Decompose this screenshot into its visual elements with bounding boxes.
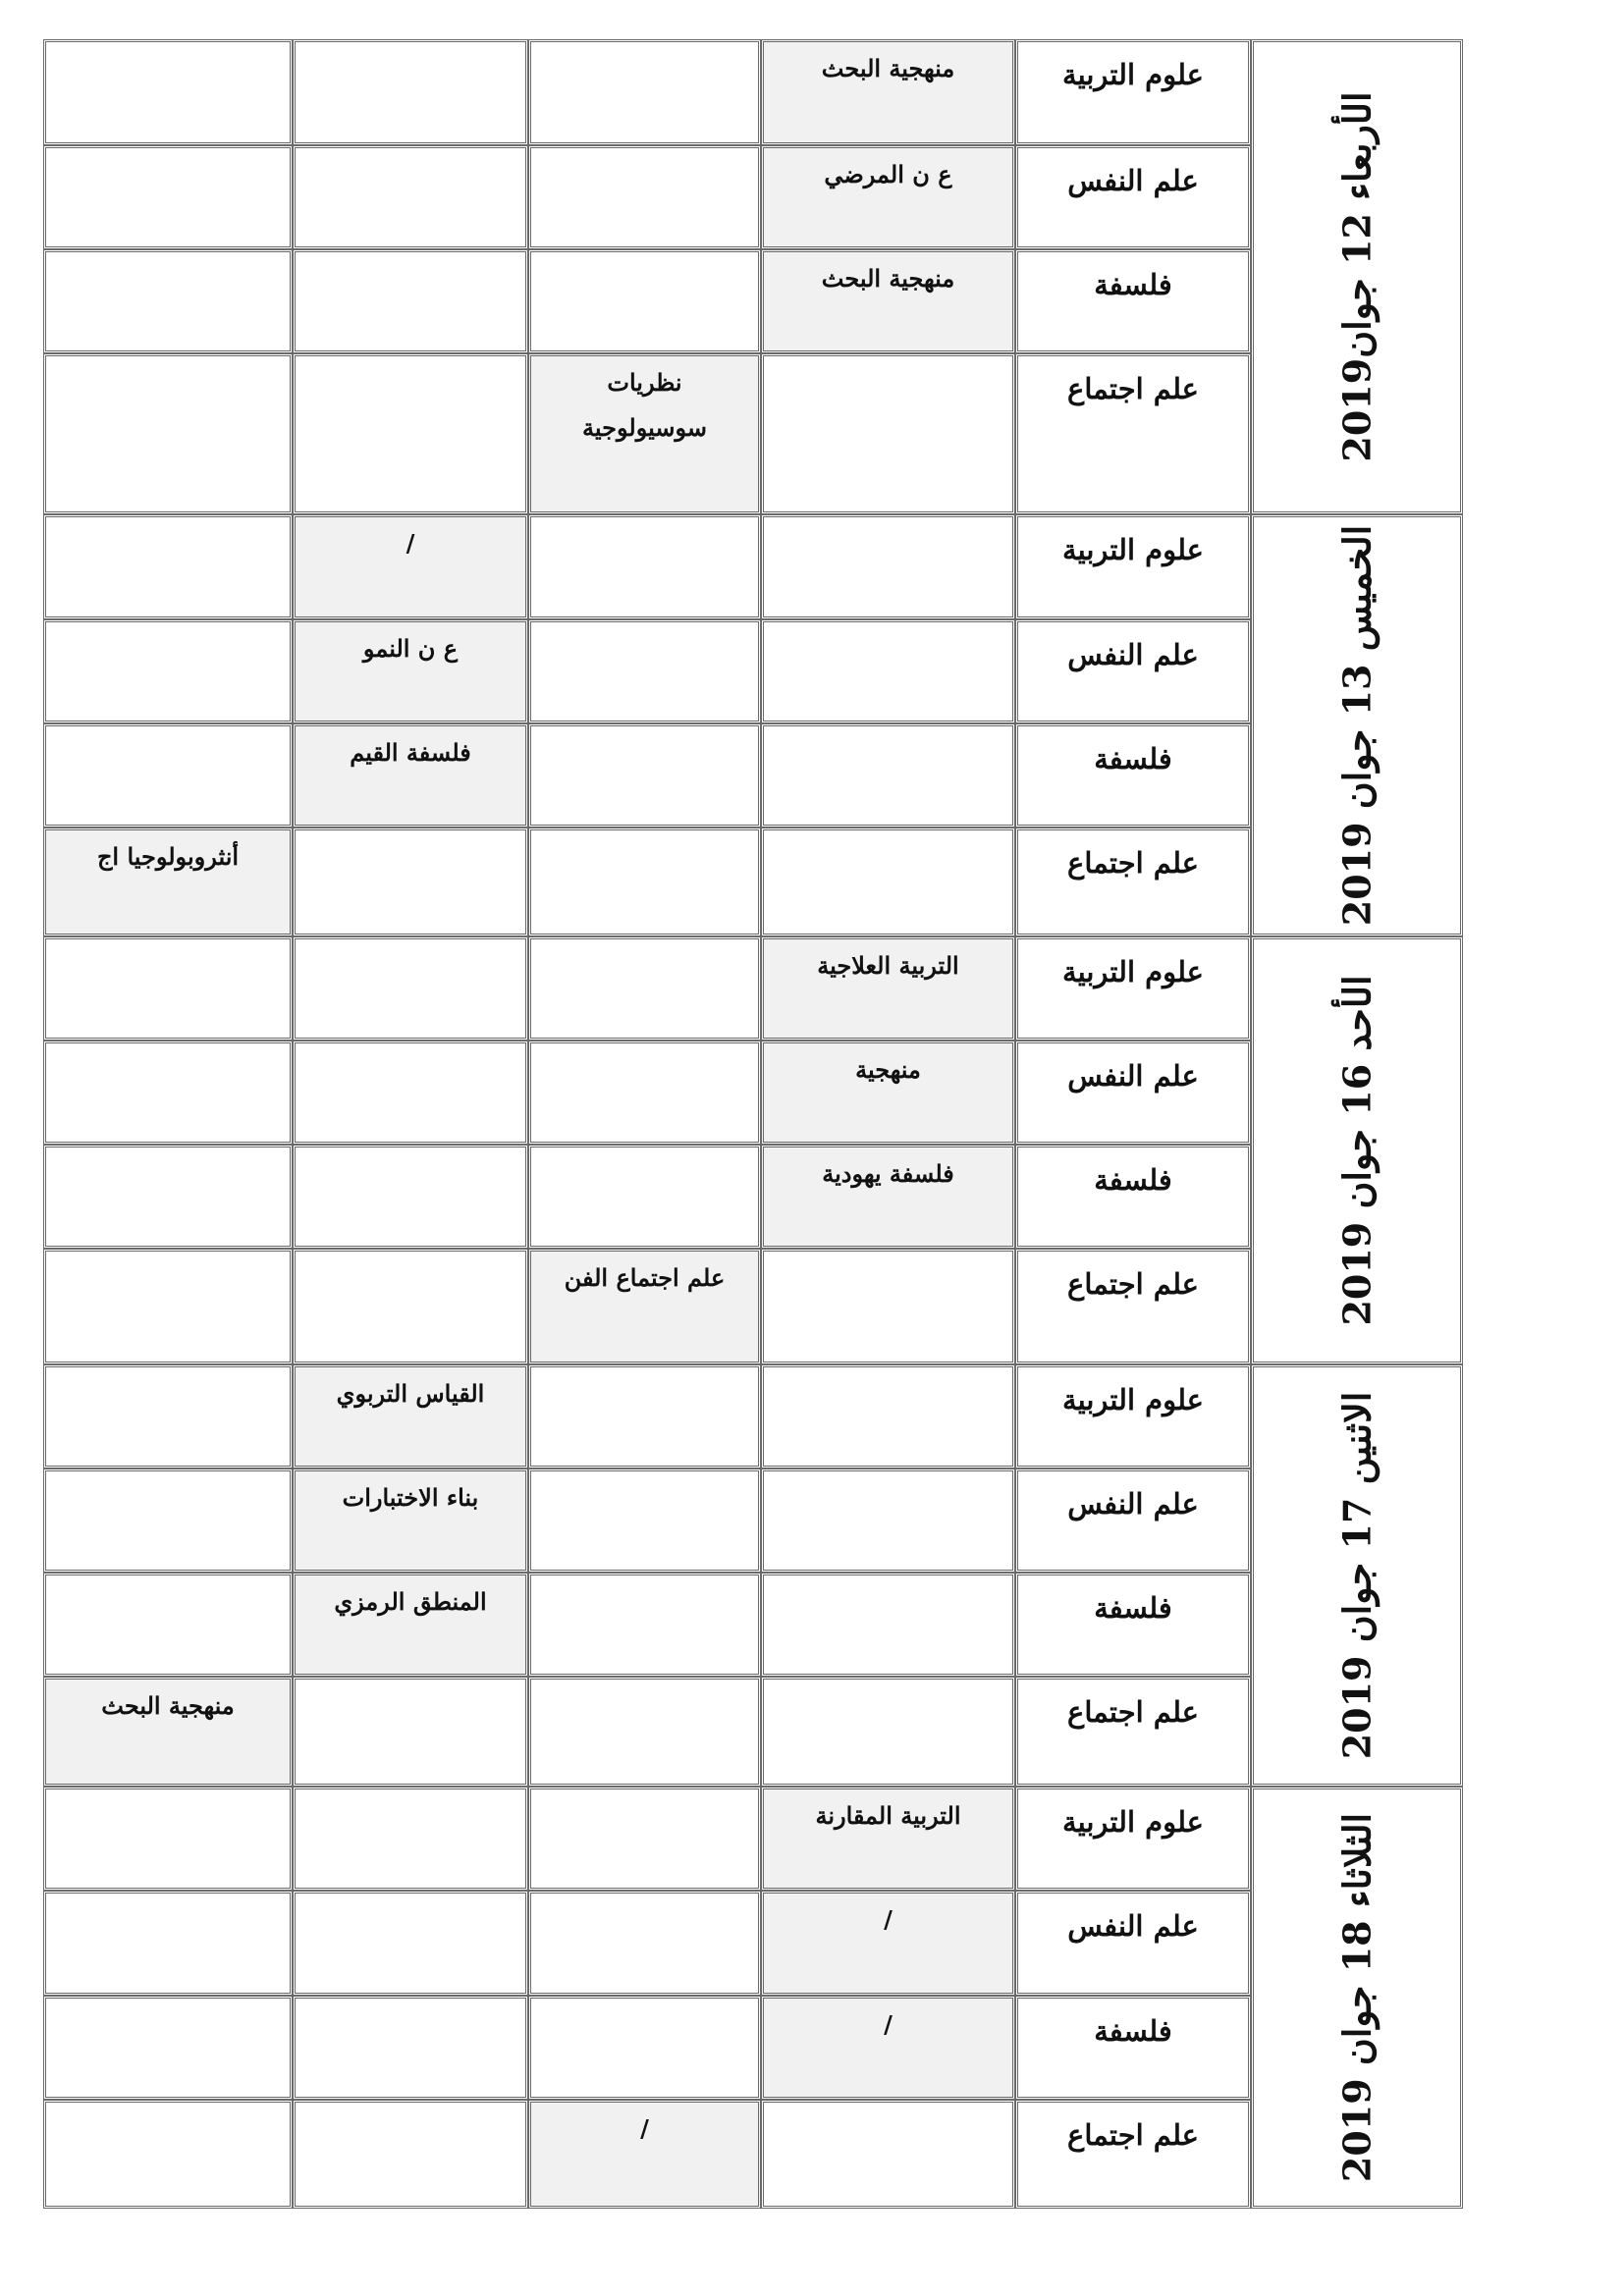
day-cell-text: الأربعاء 12 جوان2019 bbox=[1334, 91, 1380, 462]
subject-cell-text: علم النفس bbox=[1067, 1059, 1199, 1093]
subject-cell bbox=[1015, 1041, 1251, 1145]
course-cell bbox=[528, 514, 761, 619]
course-cell bbox=[43, 2100, 293, 2209]
subject-cell bbox=[1015, 1787, 1251, 1891]
subject-cell-text: علوم التربية bbox=[1062, 58, 1204, 91]
course-cell bbox=[293, 1677, 528, 1787]
course-cell bbox=[293, 936, 528, 1041]
course-cell bbox=[528, 2100, 761, 2209]
day-cell bbox=[1251, 39, 1463, 514]
course-cell bbox=[293, 1996, 528, 2100]
subject-cell bbox=[1015, 39, 1251, 145]
course-cell-text: بناء الاختبارات bbox=[342, 1483, 479, 1512]
course-cell-text: ع ن النمو bbox=[362, 634, 459, 663]
subject-cell-text: علم اجتماع bbox=[1067, 1695, 1199, 1729]
course-cell bbox=[528, 1573, 761, 1677]
course-cell bbox=[293, 1364, 528, 1468]
subject-cell bbox=[1015, 828, 1251, 936]
course-cell bbox=[43, 1677, 293, 1787]
course-cell bbox=[43, 1145, 293, 1249]
course-cell bbox=[528, 39, 761, 145]
exam-schedule-table bbox=[43, 39, 1463, 2209]
course-cell bbox=[293, 1145, 528, 1249]
course-cell bbox=[293, 2100, 528, 2209]
course-cell bbox=[43, 353, 293, 514]
subject-cell-text: فلسفة bbox=[1094, 1591, 1172, 1625]
course-cell bbox=[761, 723, 1015, 828]
subject-cell-text: فلسفة bbox=[1094, 742, 1172, 775]
course-cell bbox=[43, 1364, 293, 1468]
subject-cell-text: علم النفس bbox=[1067, 638, 1199, 671]
course-cell bbox=[761, 828, 1015, 936]
course-cell bbox=[761, 1145, 1015, 1249]
subject-cell bbox=[1015, 2100, 1251, 2209]
course-cell bbox=[528, 1996, 761, 2100]
course-cell-text: فلسفة يهودية bbox=[822, 1159, 954, 1188]
course-cell bbox=[293, 828, 528, 936]
subject-cell-text: علوم التربية bbox=[1062, 533, 1204, 566]
subject-cell-text: علم النفس bbox=[1067, 1487, 1199, 1521]
day-cell bbox=[1251, 1364, 1463, 1787]
subject-cell bbox=[1015, 249, 1251, 353]
course-cell-text: القياس التربوي bbox=[336, 1379, 485, 1408]
course-cell-text: التربية المقارنة bbox=[815, 1801, 961, 1830]
subject-cell-text: فلسفة bbox=[1094, 2014, 1172, 2048]
course-cell-text: المنطق الرمزي bbox=[334, 1587, 487, 1616]
course-cell-text: / bbox=[640, 2114, 649, 2143]
course-cell bbox=[43, 1468, 293, 1573]
course-cell bbox=[43, 514, 293, 619]
course-cell-text: منهجية البحث bbox=[101, 1691, 235, 1720]
course-cell bbox=[761, 1468, 1015, 1573]
course-cell bbox=[293, 1041, 528, 1145]
subject-cell-text: علوم التربية bbox=[1062, 955, 1204, 988]
course-cell bbox=[293, 1891, 528, 1996]
course-cell bbox=[43, 723, 293, 828]
course-cell-text: نظريات سوسيولوجية bbox=[582, 368, 707, 442]
day-cell-text: الاثنين 17 جوان 2019 bbox=[1334, 1391, 1380, 1760]
course-cell bbox=[43, 1891, 293, 1996]
subject-cell bbox=[1015, 936, 1251, 1041]
subject-cell bbox=[1015, 1996, 1251, 2100]
course-cell bbox=[761, 353, 1015, 514]
course-cell bbox=[293, 514, 528, 619]
course-cell bbox=[528, 1145, 761, 1249]
subject-cell bbox=[1015, 1573, 1251, 1677]
course-cell bbox=[761, 1249, 1015, 1364]
subject-cell bbox=[1015, 514, 1251, 619]
course-cell bbox=[293, 1787, 528, 1891]
subject-cell bbox=[1015, 1891, 1251, 1996]
course-cell bbox=[528, 828, 761, 936]
course-cell bbox=[293, 353, 528, 514]
subject-cell bbox=[1015, 619, 1251, 723]
course-cell bbox=[528, 1468, 761, 1573]
subject-cell-text: علم اجتماع bbox=[1067, 372, 1199, 405]
course-cell-text: التربية العلاجية bbox=[817, 951, 959, 980]
subject-cell bbox=[1015, 723, 1251, 828]
course-cell-text: منهجية bbox=[855, 1055, 921, 1084]
subject-cell-text: علم النفس bbox=[1067, 1909, 1199, 1943]
course-cell bbox=[528, 1891, 761, 1996]
day-cell bbox=[1251, 1787, 1463, 2209]
course-cell bbox=[43, 1573, 293, 1677]
course-cell bbox=[761, 1891, 1015, 1996]
course-cell bbox=[761, 1573, 1015, 1677]
course-cell bbox=[528, 145, 761, 249]
day-cell-text: الأحد 16 جوان 2019 bbox=[1334, 975, 1380, 1326]
course-cell bbox=[528, 1677, 761, 1787]
course-cell bbox=[528, 249, 761, 353]
course-cell bbox=[528, 723, 761, 828]
course-cell bbox=[761, 39, 1015, 145]
course-cell bbox=[761, 1364, 1015, 1468]
subject-cell-text: علم النفس bbox=[1067, 164, 1199, 197]
course-cell bbox=[293, 1573, 528, 1677]
course-cell bbox=[528, 1249, 761, 1364]
course-cell bbox=[43, 619, 293, 723]
subject-cell bbox=[1015, 353, 1251, 514]
subject-cell-text: علوم التربية bbox=[1062, 1383, 1204, 1416]
subject-cell bbox=[1015, 1364, 1251, 1468]
day-cell bbox=[1251, 936, 1463, 1364]
course-cell bbox=[293, 249, 528, 353]
course-cell bbox=[43, 1787, 293, 1891]
subject-cell-text: فلسفة bbox=[1094, 268, 1172, 301]
course-cell bbox=[528, 936, 761, 1041]
course-cell bbox=[761, 936, 1015, 1041]
course-cell bbox=[528, 1364, 761, 1468]
course-cell bbox=[43, 1041, 293, 1145]
course-cell bbox=[43, 936, 293, 1041]
course-cell bbox=[43, 1249, 293, 1364]
subject-cell-text: علوم التربية bbox=[1062, 1805, 1204, 1839]
course-cell-text: فلسفة القيم bbox=[350, 738, 471, 767]
course-cell bbox=[43, 39, 293, 145]
course-cell bbox=[528, 619, 761, 723]
day-cell-text: الثلاثاء 18 جوان 2019 bbox=[1334, 1812, 1380, 2183]
course-cell bbox=[293, 39, 528, 145]
subject-cell-text: علم اجتماع bbox=[1067, 1267, 1199, 1301]
course-cell bbox=[761, 1041, 1015, 1145]
course-cell bbox=[293, 145, 528, 249]
subject-cell bbox=[1015, 1677, 1251, 1787]
subject-cell bbox=[1015, 145, 1251, 249]
course-cell bbox=[761, 145, 1015, 249]
course-cell-text: / bbox=[406, 529, 415, 558]
course-cell-text: / bbox=[884, 2010, 893, 2039]
course-cell bbox=[43, 1996, 293, 2100]
course-cell-text: منهجية البحث bbox=[821, 54, 955, 82]
day-cell bbox=[1251, 514, 1463, 936]
course-cell bbox=[43, 249, 293, 353]
course-cell bbox=[761, 1677, 1015, 1787]
course-cell bbox=[293, 619, 528, 723]
course-cell bbox=[761, 1996, 1015, 2100]
course-cell bbox=[761, 514, 1015, 619]
course-cell bbox=[761, 2100, 1015, 2209]
course-cell bbox=[528, 353, 761, 514]
course-cell bbox=[43, 145, 293, 249]
subject-cell-text: علم اجتماع bbox=[1067, 2118, 1199, 2152]
course-cell bbox=[761, 1787, 1015, 1891]
course-cell bbox=[528, 1787, 761, 1891]
subject-cell bbox=[1015, 1145, 1251, 1249]
course-cell bbox=[528, 1041, 761, 1145]
course-cell bbox=[43, 828, 293, 936]
course-cell-text: / bbox=[884, 1905, 893, 1934]
course-cell bbox=[761, 619, 1015, 723]
course-cell bbox=[761, 249, 1015, 353]
course-cell bbox=[293, 723, 528, 828]
course-cell-text: منهجية البحث bbox=[821, 264, 955, 293]
subject-cell bbox=[1015, 1249, 1251, 1364]
course-cell bbox=[293, 1249, 528, 1364]
course-cell-text: ع ن المرضي bbox=[824, 160, 952, 188]
subject-cell-text: علم اجتماع bbox=[1067, 846, 1199, 880]
course-cell-text: علم اجتماع الفن bbox=[564, 1263, 726, 1292]
course-cell-text: أنثروبولوجيا اج bbox=[96, 842, 240, 871]
day-cell-text: الخميس 13 جوان 2019 bbox=[1334, 524, 1380, 927]
subject-cell-text: فلسفة bbox=[1094, 1163, 1172, 1197]
subject-cell bbox=[1015, 1468, 1251, 1573]
course-cell bbox=[293, 1468, 528, 1573]
